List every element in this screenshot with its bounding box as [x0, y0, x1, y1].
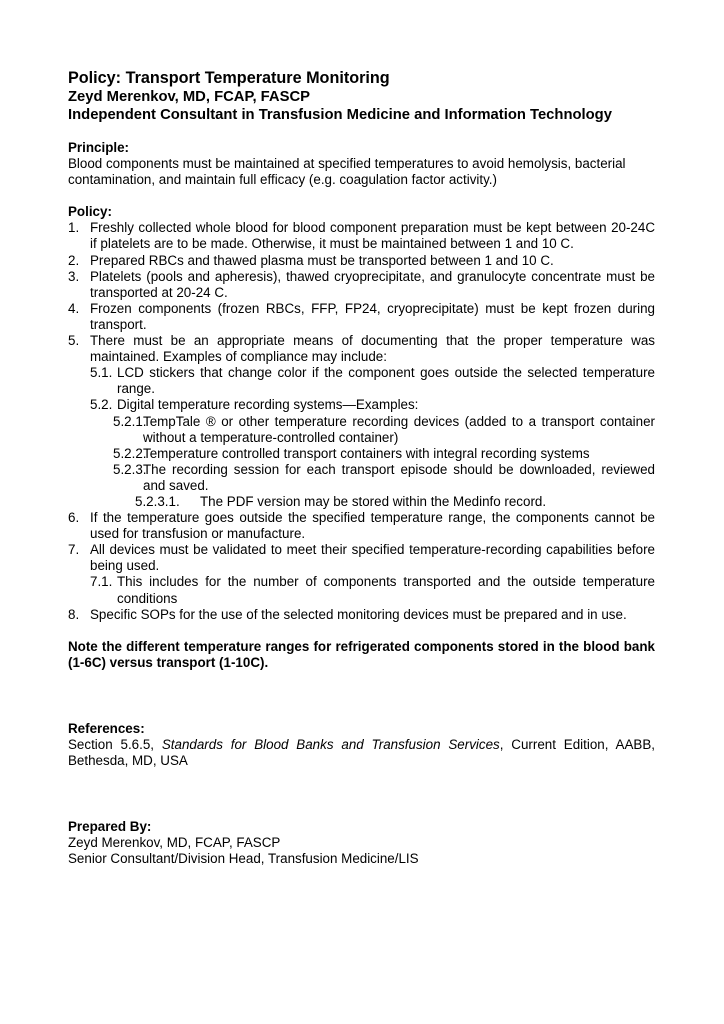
policy-item — [68, 220, 655, 252]
policy-item-text: Specific SOPs for the use of the selected monitoring devices must be prepared and in use. — [90, 606, 627, 622]
policy-item-number: 8. — [68, 606, 80, 622]
prepared-by-heading: Prepared By: — [68, 819, 152, 835]
policy-item — [68, 414, 655, 446]
policy-list — [68, 220, 655, 622]
principle-section — [68, 140, 655, 188]
policy-section — [68, 204, 655, 622]
policy-item — [68, 462, 655, 494]
prepared-by-section — [68, 819, 655, 867]
policy-item-text: Freshly collected whole blood for blood component preparation must be kept between 20-24C if platelets are to be made. Otherwise, it must be maintained between 1 and 10 C. — [90, 220, 655, 252]
policy-item-text: If the temperature goes outside the specified temperature range, the components cannot be used for transfusion or manufacture. — [90, 510, 655, 542]
policy-item — [68, 269, 655, 301]
references-section — [68, 721, 655, 769]
policy-item-number: 7. — [68, 542, 80, 558]
author-line: Zeyd Merenkov, MD, FCAP, FASCP — [68, 89, 311, 105]
policy-heading: Policy: — [68, 204, 112, 220]
policy-item — [68, 446, 655, 462]
policy-item-number: 5.2. — [90, 397, 113, 413]
preparer-role: Senior Consultant/Division Head, Transfusion Medicine/LIS — [68, 851, 419, 867]
policy-item — [68, 397, 655, 413]
document-title: Policy: Transport Temperature Monitoring — [68, 69, 390, 87]
references-heading: References: — [68, 720, 145, 736]
policy-item-number: 5.2.3. — [113, 461, 147, 477]
policy-item-number: 5.2.3.1. — [135, 493, 180, 509]
policy-item-number: 2. — [68, 252, 80, 268]
policy-item-text: TempTale ® or other temperature recording devices (added to a transport container without a temperature-controlled container) — [143, 413, 655, 445]
policy-item-text: The recording session for each transport episode should be downloaded, reviewed and saved. — [143, 461, 655, 493]
policy-item-text: LCD stickers that change color if the component goes outside the selected temperature range. — [117, 365, 655, 397]
policy-item-text: All devices must be validated to meet their specified temperature-recording capabilities before being used. — [90, 542, 655, 574]
policy-item — [68, 253, 655, 269]
policy-item — [68, 542, 655, 574]
policy-item-number: 3. — [68, 268, 80, 284]
principle-heading: Principle: — [68, 140, 130, 155]
reference-prefix: Section 5.6.5, — [68, 737, 162, 752]
principle-text: Blood components must be maintained at specified temperatures to avoid hemolysis, bacterial contamination, and maintain full efficacy (e.g. coagulation factor activity.) — [68, 156, 626, 188]
policy-item-number: 6. — [68, 510, 80, 526]
preparer-name: Zeyd Merenkov, MD, FCAP, FASCP — [68, 835, 281, 851]
policy-item-number: 5.1. — [90, 365, 113, 381]
reference-entry — [68, 737, 655, 769]
policy-item — [68, 365, 655, 397]
policy-item-text: The PDF version may be stored within the Medinfo record. — [200, 493, 547, 509]
reference-title: Standards for Blood Banks and Transfusion Services — [161, 737, 500, 752]
policy-item-number: 5. — [68, 333, 80, 349]
policy-item — [68, 607, 655, 623]
policy-item-number: 1. — [68, 220, 80, 236]
policy-item-number: 5.2.1. — [113, 413, 147, 429]
reference-suffix: , Current Edition, AABB, Bethesda, MD, USA — [68, 737, 655, 769]
policy-item-text: Prepared RBCs and thawed plasma must be transported between 1 and 10 C. — [90, 252, 554, 268]
policy-item-number: 7.1. — [90, 574, 113, 590]
policy-item-number: 5.2.2. — [113, 445, 147, 461]
policy-item — [68, 510, 655, 542]
policy-item — [68, 494, 655, 510]
policy-item-text: Platelets (pools and apheresis), thawed cryoprecipitate, and granulocyte concentrate must be transported at 20-24 C. — [90, 268, 655, 300]
affiliation-line: Independent Consultant in Transfusion Medicine and Information Technology — [68, 107, 612, 123]
policy-item — [68, 574, 655, 606]
document-page — [68, 69, 655, 867]
temperature-note: Note the different temperature ranges for refrigerated components stored in the blood bank (1-6C) versus transport (1-10C). — [68, 638, 655, 670]
policy-item-text: Temperature controlled transport containers with integral recording systems — [143, 445, 590, 461]
policy-item-text: There must be an appropriate means of documenting that the proper temperature was maintained. Examples of compliance may include: — [90, 333, 655, 365]
policy-item-text: Digital temperature recording systems—Examples: — [117, 397, 419, 413]
policy-item-text: This includes for the number of components transported and the outside temperature conditions — [117, 574, 655, 606]
policy-item — [68, 301, 655, 333]
policy-item-number: 4. — [68, 300, 80, 316]
policy-item — [68, 333, 655, 365]
policy-item-text: Frozen components (frozen RBCs, FFP, FP24, cryoprecipitate) must be kept frozen during transport. — [90, 300, 655, 332]
